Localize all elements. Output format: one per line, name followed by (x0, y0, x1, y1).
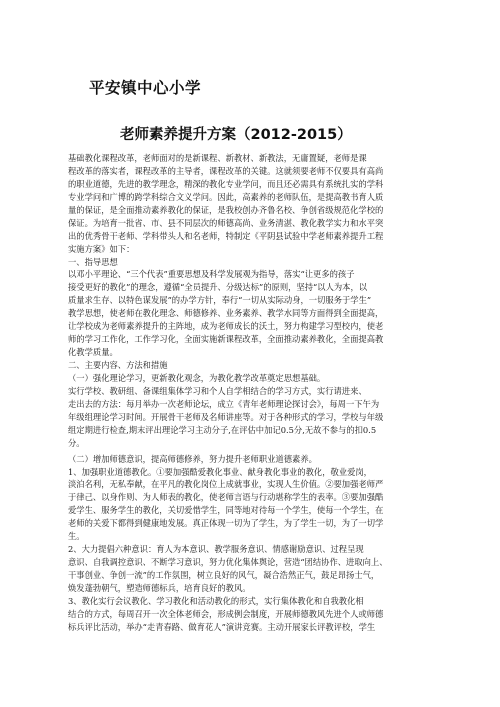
body-line: 保证。为培育一批省、市、县不同层次的师德高尚、业务清湛、教化教学实力和水平突 (68, 217, 384, 228)
body-line: 实行学校、教研组、备课组集体学习和个人自学相结合的学习方式，实行请进来、 (68, 385, 367, 396)
body-line: （二）增加师德意识，提高师德修养，努力提升老师职业道德素养。 (68, 453, 317, 464)
body-line: （一）强化理论学习，更新教化观念，为教化教学改革奠定思想基础。 (68, 372, 326, 383)
body-line: 3、教化实行会议教化、学习教化和活动教化的形式，实行集体教化和自我教化相 (68, 595, 364, 606)
body-line: 焕发蓬勃朝气，塑造师德标兵，培育良好的教风。 (68, 582, 251, 593)
body-line: 组定期进行检查,期末评出理论学习主动分子,在评估中加记0.5分,无故不参与的扣0.5 (68, 424, 377, 435)
body-line: 走出去的方法：每月举办一次老师论坛，成立《青年老师理论探讨会》，每周一下午为 (68, 398, 380, 409)
body-line: 教学思想，使老师在教化理念、师德修养、业务素养、教学水同等方面得到全面提高， (68, 308, 384, 319)
body-line: 淡泊名利，无私奉献，在平凡的教化岗位上成就事业，实现人生价值。②要加强老师严 (68, 479, 384, 490)
body-line: 量的保证，是全面推动素养教化的保证，是我校创办齐鲁名校、争创省级规范化学校的 (68, 204, 384, 215)
body-line: 老师的关爱下都得到健康地发展。真正体现一切为了学生，为了学生一切，为了一切学 (68, 518, 384, 529)
body-line: 生。 (68, 531, 85, 542)
body-line: 师的学习工作化，工作学习化，全面实施新课程改革，全面推动素养教化，全面提高教 (68, 334, 384, 345)
body-line: 2、大力提倡六种意识：育人为本意识、教学服务意识、情感谢励意识、过程呈现 (68, 544, 364, 555)
body-line: 干事创业、争创一流”的工作氛围，树立良好的风气，凝合浩然正气，鼓足昂扬士气， (68, 570, 380, 580)
body-line: 于律己、以身作则、为人师表的教化，使老师言语与行动堪称学生的表率。③要加强酷 (68, 492, 384, 503)
body-line: 程改革的落实者，课程改革的主导者，课程改革的关键。这就须要老师不仅要具有高尚 (68, 165, 384, 176)
body-line: 爱学生、服务学生的教化，关切爱惜学生，同等地对待每一个学生，使每一个学生，在 (68, 505, 384, 516)
body-line: 分。 (68, 437, 85, 448)
document-body (68, 152, 432, 634)
body-line: 接受更好的教化”的理念，遵循“全员提升、分级达标”的原则，坚持“以人为本，以 (68, 282, 368, 293)
body-line: 专业学问和广博的跨学科综合文义学问。因此，高素养的老师队伍，是提高教书育人质 (68, 191, 384, 202)
body-line: 让学校成为老师素养提升的主阵地，成为老师成长的沃土，努力构建学习型校内，使老 (68, 321, 384, 332)
body-line: 二、主要内容、方法和措施 (68, 360, 168, 370)
body-line: 实施方案》如下： (68, 243, 135, 254)
body-line: 结合的方式，每周召开一次全体老师会，形成例会制度，开展师德教风先进个人或师德 (68, 608, 384, 619)
body-line: 基础教化课程改革，老师面对的是新课程、新教材、新教法，无庸置疑，老师是课 (68, 153, 367, 163)
body-line: 质量求生存、以特色谋发展”的办学方针，奉行“一切从实际动身，一切服务于学生” (68, 295, 372, 306)
school-name: 平安镇中心小学 (89, 79, 202, 97)
body-line: 1、加强职业道德教化。①要加强酷爱教化事业、献身教化事业的教化，敬业爱岗， (68, 466, 372, 477)
body-line: 化教学质量。 (68, 347, 118, 358)
document-title: 老师素养提升方案（2012-2015） (120, 127, 352, 143)
body-line: 一、指导思想 (68, 256, 118, 267)
body-line: 以邓小平理论、“三个代表”重要思想及科学发展观为指导，落实“让更多的孩子 (68, 269, 355, 280)
body-line: 标兵评比活动，举办“走青春路、做育花人”演讲竞赛。主动开展家长评教评校，学生 (68, 621, 376, 632)
body-line: 意识、自我调控意识、不断学习意识，努力优化集体舆论，营造“团结协作、进取向上、 (68, 557, 388, 568)
body-line: 的职业道德，先进的教学理念，精深的教化专业学问，而且还必需具有系统扎实的学科 (68, 178, 384, 189)
body-line: 出的优秀骨干老师、学科带头人和名老师，特制定《平阴县试验中学老师素养提升工程 (68, 230, 384, 241)
body-line: 年级组理论学习时间。开展骨干老师及名师讲座等。对于各种形式的学习，学校与年级 (68, 411, 384, 422)
